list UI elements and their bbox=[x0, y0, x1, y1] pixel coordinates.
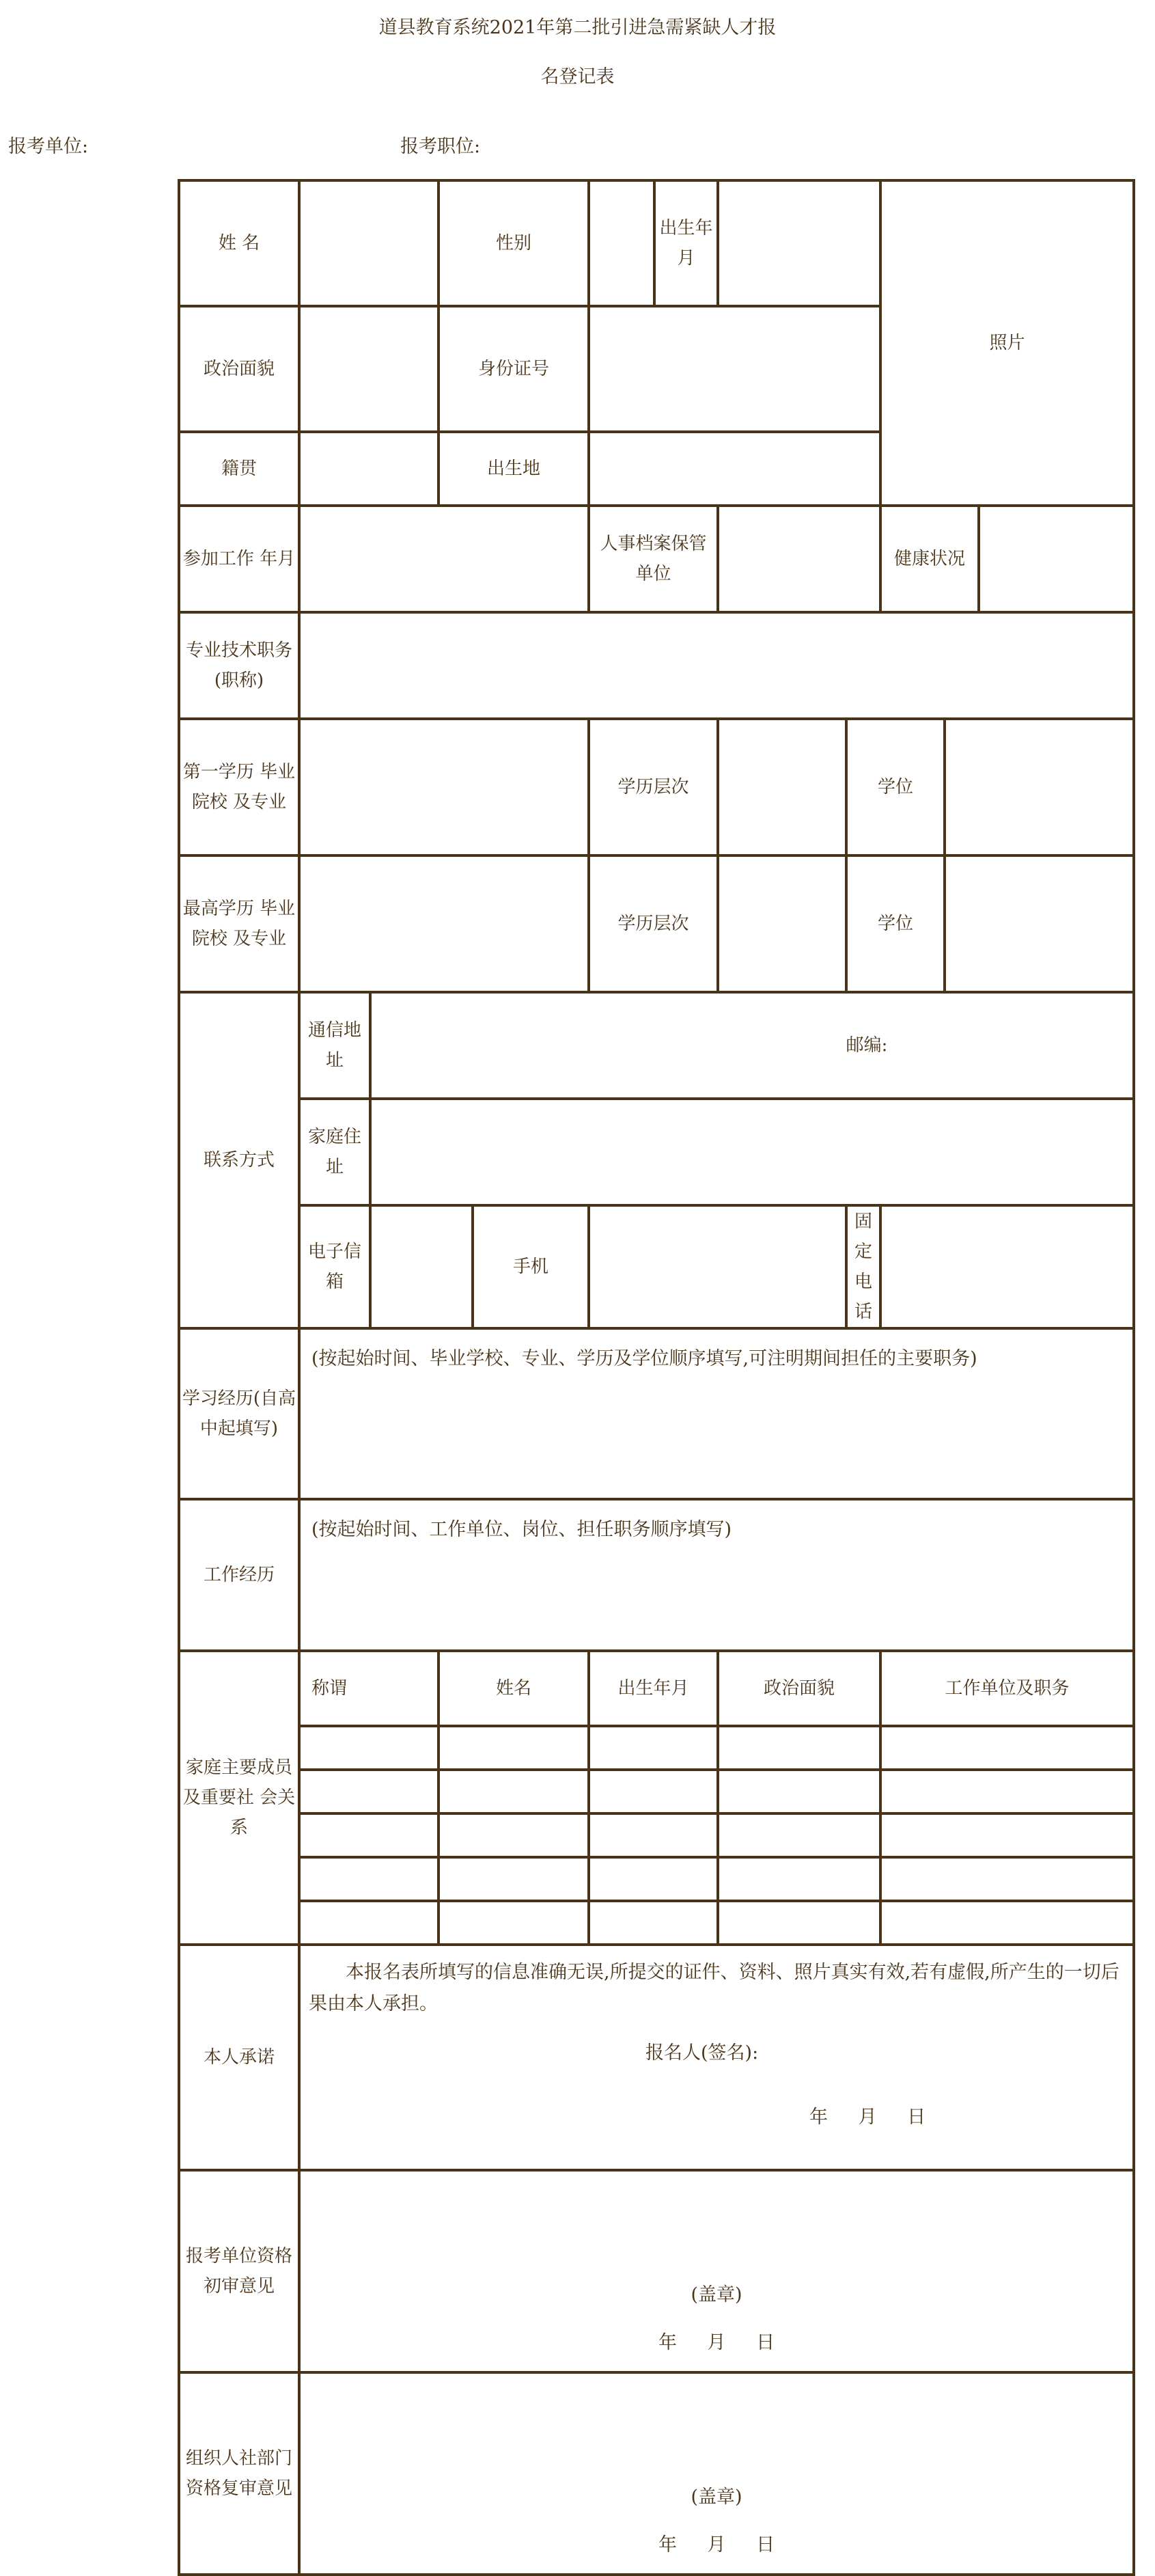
edu-highest-field[interactable] bbox=[299, 855, 589, 992]
review1-stamp-label: (盖章) bbox=[691, 2284, 742, 2305]
row-review2 bbox=[179, 2372, 1134, 2575]
family-cell[interactable] bbox=[299, 1726, 439, 1770]
family-cell[interactable] bbox=[589, 1857, 718, 1901]
row-edu-highest bbox=[179, 855, 1134, 992]
edu-first-degree-field[interactable] bbox=[945, 719, 1134, 855]
postcode-label[interactable]: 邮编: bbox=[370, 992, 1134, 1099]
family-header-birth: 出生年月 bbox=[589, 1651, 718, 1726]
mobile-field[interactable] bbox=[589, 1205, 846, 1328]
family-cell[interactable] bbox=[439, 1770, 589, 1813]
row-study bbox=[179, 1328, 1134, 1499]
name-field[interactable] bbox=[299, 180, 439, 306]
row-name bbox=[179, 180, 1134, 306]
email-field[interactable] bbox=[370, 1205, 473, 1328]
pledge-text: 本报名表所填写的信息准确无误,所提交的证件、资料、照片真实有效,若有虚假,所产生的一切后果由本人承担。 bbox=[309, 1962, 1119, 2014]
review2-cell[interactable] bbox=[299, 2372, 1134, 2575]
family-cell[interactable] bbox=[880, 1901, 1134, 1945]
birthplace-field[interactable] bbox=[589, 432, 880, 506]
pledge-cell[interactable] bbox=[299, 1945, 1134, 2170]
family-cell[interactable] bbox=[439, 1813, 589, 1857]
family-cell[interactable] bbox=[299, 1857, 439, 1901]
native-label: 籍贯 bbox=[179, 432, 299, 506]
family-cell[interactable] bbox=[589, 1726, 718, 1770]
review2-stamp-label: (盖章) bbox=[691, 2486, 742, 2508]
row-pledge bbox=[179, 1945, 1134, 2170]
name-label: 姓 名 bbox=[179, 180, 299, 306]
idcard-field[interactable] bbox=[589, 306, 880, 432]
pro-title-field[interactable] bbox=[299, 612, 1134, 719]
health-field[interactable] bbox=[979, 506, 1134, 612]
review2-date-label: 年 月 日 bbox=[658, 2534, 775, 2556]
pledge-signature-label: 报名人(签名): bbox=[645, 2042, 759, 2064]
family-cell[interactable] bbox=[718, 1901, 880, 1945]
home-label: 家庭住址 bbox=[299, 1099, 370, 1205]
family-row bbox=[179, 1901, 1134, 1945]
contact-label: 联系方式 bbox=[179, 992, 299, 1328]
email-label: 电子信箱 bbox=[299, 1205, 370, 1328]
family-cell[interactable] bbox=[880, 1813, 1134, 1857]
politics-label: 政治面貌 bbox=[179, 306, 299, 432]
row-review1 bbox=[179, 2170, 1134, 2372]
family-cell[interactable] bbox=[718, 1770, 880, 1813]
photo-cell[interactable]: 照片 bbox=[880, 180, 1134, 506]
family-cell[interactable] bbox=[439, 1901, 589, 1945]
birth-label: 出生年月 bbox=[654, 180, 718, 306]
family-cell[interactable] bbox=[299, 1813, 439, 1857]
workdate-label: 参加工作 年月 bbox=[179, 506, 299, 612]
native-field[interactable] bbox=[299, 432, 439, 506]
edu-highest-degree-field[interactable] bbox=[945, 855, 1134, 992]
politics-field[interactable] bbox=[299, 306, 439, 432]
pro-title-label: 专业技术职务(职称) bbox=[179, 612, 299, 719]
birth-field[interactable] bbox=[718, 180, 880, 306]
row-family-header bbox=[179, 1651, 1134, 1726]
archive-label: 人事档案保管单位 bbox=[589, 506, 718, 612]
family-cell[interactable] bbox=[589, 1770, 718, 1813]
row-edu-first bbox=[179, 719, 1134, 855]
family-cell[interactable] bbox=[439, 1857, 589, 1901]
work-label: 工作经历 bbox=[179, 1499, 299, 1651]
family-row bbox=[179, 1726, 1134, 1770]
edu-first-level-field[interactable] bbox=[718, 719, 846, 855]
address-label: 通信地址 bbox=[299, 992, 370, 1099]
family-cell[interactable] bbox=[880, 1726, 1134, 1770]
family-cell[interactable] bbox=[299, 1770, 439, 1813]
home-field[interactable] bbox=[370, 1099, 1134, 1205]
gender-field[interactable] bbox=[589, 180, 654, 306]
edu-first-degree-label: 学位 bbox=[846, 719, 945, 855]
family-header-politics: 政治面貌 bbox=[718, 1651, 880, 1726]
family-cell[interactable] bbox=[299, 1901, 439, 1945]
family-cell[interactable] bbox=[880, 1857, 1134, 1901]
family-cell[interactable] bbox=[880, 1770, 1134, 1813]
family-row bbox=[179, 1813, 1134, 1857]
apply-unit-label: 报考单位: bbox=[8, 136, 89, 157]
family-cell[interactable] bbox=[718, 1726, 880, 1770]
edu-highest-level-label: 学历层次 bbox=[589, 855, 718, 992]
family-label: 家庭主要成员及重要社 会关系 bbox=[179, 1651, 299, 1945]
form-title-line2: 名登记表 bbox=[540, 66, 615, 87]
mobile-label: 手机 bbox=[473, 1205, 589, 1328]
review1-label: 报考单位资格初审意见 bbox=[179, 2170, 299, 2372]
row-workdate bbox=[179, 506, 1134, 612]
family-cell[interactable] bbox=[589, 1813, 718, 1857]
study-field[interactable]: (按起始时间、毕业学校、专业、学历及学位顺序填写,可注明期间担任的主要职务) bbox=[299, 1328, 1134, 1499]
family-cell[interactable] bbox=[718, 1857, 880, 1901]
review2-label: 组织人社部门资格复审意见 bbox=[179, 2372, 299, 2575]
family-header-work: 工作单位及职务 bbox=[880, 1651, 1134, 1726]
form-title-line1: 道县教育系统2021年第二批引进急需紧缺人才报 bbox=[378, 17, 777, 38]
family-cell[interactable] bbox=[439, 1726, 589, 1770]
idcard-label: 身份证号 bbox=[439, 306, 589, 432]
pledge-date-label: 年 月 日 bbox=[809, 2107, 926, 2128]
row-home bbox=[179, 1099, 1134, 1205]
phone-field[interactable] bbox=[880, 1205, 1134, 1328]
edu-first-field[interactable] bbox=[299, 719, 589, 855]
family-row bbox=[179, 1857, 1134, 1901]
pledge-label: 本人承诺 bbox=[179, 1945, 299, 2170]
gender-label: 性别 bbox=[439, 180, 589, 306]
work-field[interactable]: (按起始时间、工作单位、岗位、担任职务顺序填写) bbox=[299, 1499, 1134, 1651]
family-header-relation: 称谓 bbox=[299, 1651, 439, 1726]
archive-field[interactable] bbox=[718, 506, 880, 612]
row-title bbox=[179, 612, 1134, 719]
edu-highest-level-field[interactable] bbox=[718, 855, 846, 992]
phone-label: 固定电话 bbox=[846, 1205, 880, 1328]
review1-cell[interactable] bbox=[299, 2170, 1134, 2372]
edu-first-level-label: 学历层次 bbox=[589, 719, 718, 855]
family-header-name: 姓名 bbox=[439, 1651, 589, 1726]
row-work bbox=[179, 1499, 1134, 1651]
row-email bbox=[179, 1205, 1134, 1328]
row-address bbox=[179, 992, 1134, 1099]
edu-highest-degree-label: 学位 bbox=[846, 855, 945, 992]
family-row bbox=[179, 1770, 1134, 1813]
apply-position-label: 报考职位: bbox=[400, 136, 481, 157]
study-label: 学习经历(自高中起填写) bbox=[179, 1328, 299, 1499]
edu-highest-label: 最高学历 毕业院校 及专业 bbox=[179, 855, 299, 992]
family-cell[interactable] bbox=[718, 1813, 880, 1857]
workdate-field[interactable] bbox=[299, 506, 589, 612]
review1-date-label: 年 月 日 bbox=[658, 2332, 775, 2353]
edu-first-label: 第一学历 毕业院校 及专业 bbox=[179, 719, 299, 855]
registration-form-table bbox=[178, 179, 1135, 2576]
health-label: 健康状况 bbox=[880, 506, 979, 612]
birthplace-label: 出生地 bbox=[439, 432, 589, 506]
family-cell[interactable] bbox=[589, 1901, 718, 1945]
